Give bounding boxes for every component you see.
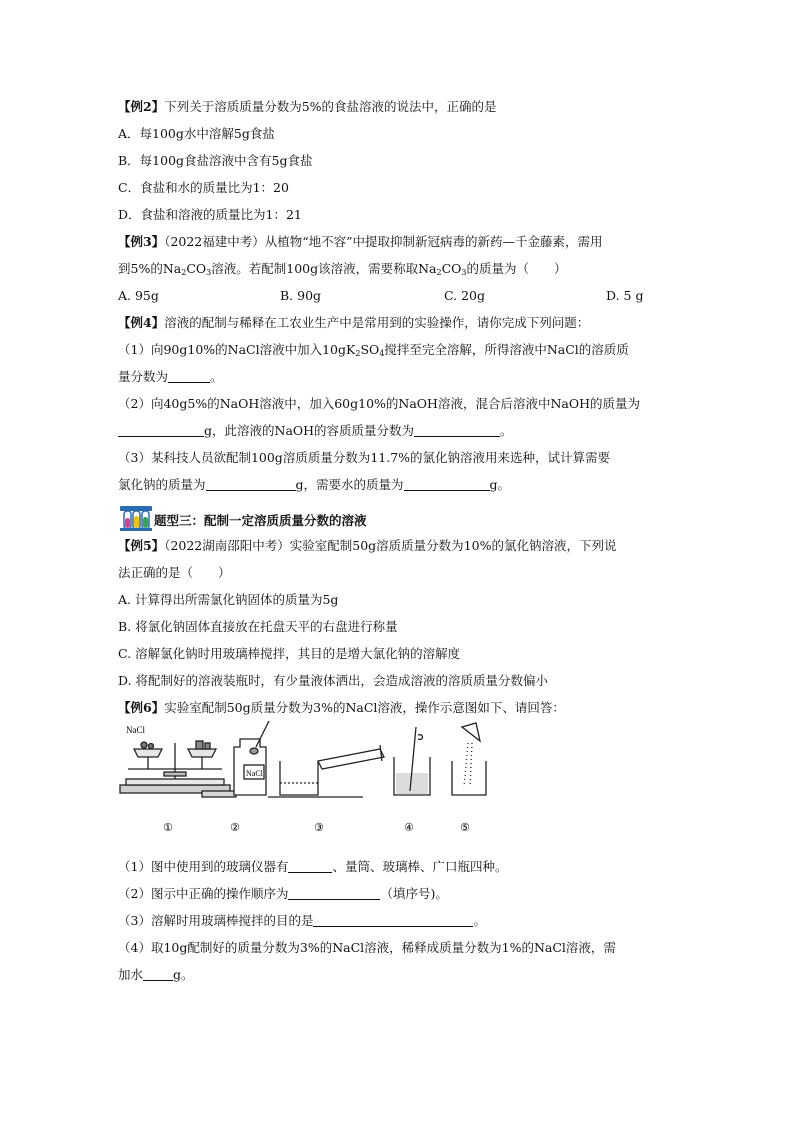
ex4-q2-line2	[118, 417, 678, 444]
ex4-q1-part: 量分数为	[118, 369, 169, 384]
step-label: ④	[404, 821, 414, 834]
ex2-option-a: A．每100g水中溶解5g食盐	[118, 126, 275, 141]
ex5-option-a: A. 计算得出所需氯化钠固体的质量为5g	[118, 592, 339, 607]
answer-blank[interactable]	[168, 368, 210, 383]
ex6-q1	[118, 853, 678, 880]
ex5-stem-line2: 法正确的是（ ）	[118, 565, 231, 580]
dissolving-icon	[452, 723, 486, 795]
ex4-q2-part: g，此溶液的NaOH的容质质量分数为	[204, 423, 415, 438]
ex6-q2	[118, 880, 678, 907]
step-label: ③	[314, 821, 324, 834]
ex6-stem-text: 实验室配制50g质量分数为3%的NaCl溶液，操作示意图如下、请回答：	[164, 700, 565, 715]
ex4-q3-part: g。	[489, 477, 511, 492]
ex2-option-c: C．食盐和水的质量比为1：20	[118, 180, 289, 195]
ex4-q3-line1: （3）某科技人员欲配制100g溶质质量分数为11.7%的氯化钠溶液用来选种，试计算需要	[118, 450, 611, 465]
document-content	[118, 93, 678, 988]
ex2-option-d: D．食盐和溶液的质量比为1：21	[118, 207, 302, 222]
ex4-q3-line2	[118, 471, 678, 498]
ex5-option-b: B. 将氯化钠固体直接放在托盘天平的右盘进行称量	[118, 619, 398, 634]
balance-icon	[120, 741, 230, 793]
ex4-stem	[118, 309, 678, 336]
ex5-option-c: C. 溶解氯化钠时用玻璃棒搅拌，其目的是增大氯化钠的溶解度	[118, 646, 461, 661]
ex4-q1-part: 。	[210, 369, 223, 384]
answer-blank[interactable]	[206, 476, 296, 491]
ex3-option-d: D. 5 g	[606, 288, 644, 303]
ex6-q3-part: 。	[473, 913, 486, 928]
ex4-q1-line1	[118, 336, 678, 363]
operation-diagram-svg	[118, 721, 678, 853]
ex6-q2-part: （填序号)。	[380, 886, 448, 901]
ex6-q1-part: 、量筒、玻璃棒、广口瓶四种。	[332, 859, 508, 874]
step-label: ②	[230, 821, 240, 834]
ex6-q3	[118, 907, 678, 934]
ex2-stem	[118, 93, 678, 120]
subscript: 4	[379, 349, 385, 358]
ex3-line2-part: CO	[441, 261, 462, 276]
ex3-options	[118, 282, 678, 309]
answer-blank[interactable]	[404, 476, 490, 491]
ex3-line2-part: 溶液。若配制100g该溶液，需要称取Na	[211, 261, 437, 276]
stirring-icon	[394, 727, 430, 795]
ex4-q1-part: （1）向90g10%的NaCl溶液中加入10gK	[118, 342, 356, 357]
ex4-q3-part: g，需要水的质量为	[295, 477, 404, 492]
step-label: ①	[163, 821, 173, 834]
answer-blank[interactable]	[313, 912, 473, 927]
ex4-q1-part: SO	[360, 342, 380, 357]
ex4-q1-line2	[118, 363, 678, 390]
subscript: 2	[436, 268, 442, 277]
answer-blank[interactable]	[414, 422, 500, 437]
ex4-tag: 【例4】	[118, 315, 165, 330]
ex6-q2-part: （2）图示中正确的操作顺序为	[118, 886, 289, 901]
section-title: 题型三：配制一定溶质质量分数的溶液	[154, 513, 367, 528]
ex4-q2-part: 。	[500, 423, 513, 438]
ex6-q1-part: （1）图中使用到的玻璃仪器有	[118, 859, 289, 874]
subscript: 3	[206, 268, 212, 277]
ex3-option-a: A. 95g	[118, 288, 159, 303]
ex6-tag: 【例6】	[118, 700, 165, 715]
ex6-q4-line1: （4）取10g配制好的质量分数为3%的NaCl溶液，稀释成质量分数为1%的NaCl溶液，需	[118, 940, 616, 955]
answer-blank[interactable]	[288, 885, 380, 900]
section-heading	[118, 502, 678, 532]
ex2-stem-text: 下列关于溶质质量分数为5%的食盐溶液的说法中，正确的是	[164, 99, 497, 114]
ex3-option-b: B. 90g	[280, 288, 322, 303]
ex2-option-b: B．每100g食盐溶液中含有5g食盐	[118, 153, 313, 168]
ex6-q4-part: g。	[173, 967, 194, 982]
pouring-icon	[268, 745, 384, 797]
ex4-q2-line1: （2）向40g5%的NaOH溶液中，加入60g10%的NaOH溶液，混合后溶液中NaOH的质量为	[118, 396, 640, 411]
step-label: ⑤	[460, 821, 470, 834]
ex3-stem-line1	[118, 228, 678, 255]
subscript: 3	[461, 268, 467, 277]
ex5-tag: 【例5】	[118, 538, 165, 553]
ex3-line1-text: （2022福建中考）从植物“地不容”中提取抑制新冠病毒的新药—千金藤素，需用	[164, 234, 603, 249]
ex6-q3-part: （3）溶解时用玻璃棒搅拌的目的是	[118, 913, 314, 928]
ex2-tag: 【例2】	[118, 99, 165, 114]
subscript: 2	[181, 268, 187, 277]
ex6-stem	[118, 694, 678, 721]
ex3-line2-part: CO	[186, 261, 207, 276]
ex4-q1-part: 搅拌至完全溶解，所得溶液中NaCl的溶质质	[384, 342, 629, 357]
ex3-tag: 【例3】	[118, 234, 165, 249]
ex4-stem-text: 溶液的配制与稀释在工农业生产中是常用到的实验操作，请你完成下列问题：	[164, 315, 590, 330]
ex3-line2-part: 到5%的Na	[118, 261, 182, 276]
answer-blank[interactable]	[118, 422, 204, 437]
ex5-line1-text: （2022湖南邵阳中考）实验室配制50g溶质质量分数为10%的氯化钠溶液，下列说	[164, 538, 617, 553]
ex5-option-d: D. 将配制好的溶液装瓶时，有少量液体洒出，会造成溶液的溶质质量分数偏小	[118, 673, 549, 688]
ex5-stem-line1	[118, 532, 678, 559]
ex3-option-c: C. 20g	[444, 288, 485, 303]
answer-blank[interactable]	[143, 966, 173, 981]
test-tubes-icon	[118, 502, 154, 532]
ex3-stem-line2	[118, 255, 678, 282]
ex4-q3-part: 氯化钠的质量为	[118, 477, 206, 492]
operation-diagram	[118, 721, 678, 853]
ex3-line2-part: 的质量为（ ）	[466, 261, 567, 276]
answer-blank[interactable]	[288, 858, 332, 873]
subscript: 2	[355, 349, 361, 358]
ex6-q4-part: 加水	[118, 967, 144, 982]
ex6-q4-line2	[118, 961, 678, 988]
bottle-label: NaCl	[246, 769, 263, 778]
nacl-label: NaCl	[126, 725, 145, 735]
